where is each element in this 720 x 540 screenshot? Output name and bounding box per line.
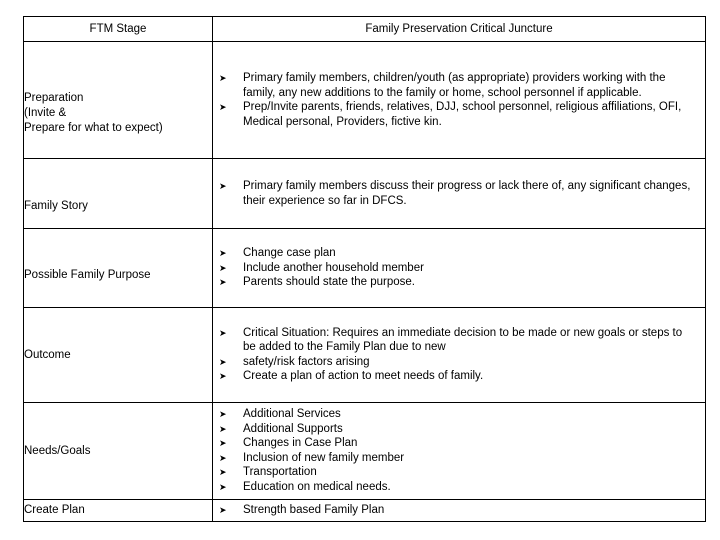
- table-row: [24, 42, 706, 159]
- arrowhead-bullet-icon: ➤: [219, 505, 227, 516]
- arrowhead-bullet-icon: ➤: [219, 371, 227, 382]
- stage-label: Prepare for what to expect): [24, 121, 163, 134]
- arrowhead-bullet-icon: ➤: [219, 277, 227, 288]
- table-row: [24, 228, 706, 307]
- header-ftm-stage: FTM Stage: [24, 17, 213, 42]
- stage-cell-preparation: [24, 42, 213, 159]
- arrowhead-bullet-icon: ➤: [219, 438, 227, 449]
- arrowhead-bullet-icon: ➤: [219, 102, 227, 113]
- stage-label: Needs/Goals: [24, 444, 91, 457]
- stage-label: Create Plan: [24, 504, 85, 517]
- table-row: [24, 402, 706, 499]
- table-row: [24, 307, 706, 402]
- stage-label: Outcome: [24, 348, 71, 361]
- arrowhead-bullet-icon: ➤: [219, 423, 227, 434]
- stage-label: (Invite &: [24, 107, 67, 119]
- juncture-cell-family-story: [213, 159, 706, 229]
- arrowhead-bullet-icon: ➤: [219, 467, 227, 478]
- list-item: ➤ Strength based Family Plan: [213, 503, 705, 518]
- table-row: [24, 159, 706, 229]
- list-item: ➤ Transportation: [213, 465, 705, 480]
- list-item: ➤ Education on medical needs.: [213, 480, 705, 495]
- list-item: ➤ Prep/Invite parents, friends, relatives, DJJ, school personnel, religious affiliations, OFI, Medical personal, Providers, fictive kin.: [213, 100, 705, 129]
- list-item: ➤ Change case plan: [213, 246, 705, 261]
- arrowhead-bullet-icon: ➤: [219, 409, 227, 420]
- list-item: ➤ Changes in Case Plan: [213, 436, 705, 451]
- list-item: ➤ Additional Services: [213, 407, 705, 422]
- juncture-cell-needs-goals: [213, 402, 706, 499]
- arrowhead-bullet-icon: ➤: [219, 73, 227, 84]
- stage-cell-outcome: [24, 307, 213, 402]
- list-item: ➤ Include another household member: [213, 261, 705, 276]
- arrowhead-bullet-icon: ➤: [219, 452, 227, 463]
- stage-cell-family-purpose: [24, 228, 213, 307]
- table-header-row: [24, 17, 706, 42]
- stage-cell-create-plan: [24, 499, 213, 521]
- stage-cell-family-story: [24, 159, 213, 229]
- stage-cell-needs-goals: [24, 402, 213, 499]
- list-item: ➤ Create a plan of action to meet needs of family.: [213, 369, 705, 384]
- list-item: ➤ Inclusion of new family member: [213, 451, 705, 466]
- arrowhead-bullet-icon: ➤: [219, 356, 227, 367]
- list-item: ➤ safety/risk factors arising: [213, 355, 705, 370]
- arrowhead-bullet-icon: ➤: [219, 248, 227, 259]
- juncture-cell-preparation: [213, 42, 706, 159]
- juncture-cell-outcome: [213, 307, 706, 402]
- arrowhead-bullet-icon: ➤: [219, 262, 227, 273]
- list-item: ➤ Primary family members discuss their progress or lack there of, any significant changes, their experience so far in DFCS.: [213, 179, 705, 208]
- ftm-stage-table: [23, 16, 706, 522]
- arrowhead-bullet-icon: ➤: [219, 327, 227, 338]
- list-item: ➤ Additional Supports: [213, 422, 705, 437]
- stage-label: Family Story: [24, 200, 88, 213]
- list-item: ➤ Primary family members, children/youth (as appropriate) providers working with the family, any new additions to the family or home, school personnel if applicable.: [213, 71, 705, 100]
- stage-label: Possible Family Purpose: [24, 268, 151, 281]
- arrowhead-bullet-icon: ➤: [219, 482, 227, 492]
- juncture-cell-create-plan: [213, 499, 706, 521]
- header-critical-juncture: Family Preservation Critical Juncture: [213, 17, 706, 42]
- arrowhead-bullet-icon: ➤: [219, 181, 227, 191]
- juncture-cell-family-purpose: [213, 228, 706, 307]
- table-row: [24, 499, 706, 521]
- list-item: ➤ Parents should state the purpose.: [213, 275, 705, 290]
- list-item: ➤ Critical Situation: Requires an immediate decision to be made or new goals or steps to be added to the Family Plan due to new: [213, 326, 705, 355]
- stage-label: Preparation: [24, 92, 84, 105]
